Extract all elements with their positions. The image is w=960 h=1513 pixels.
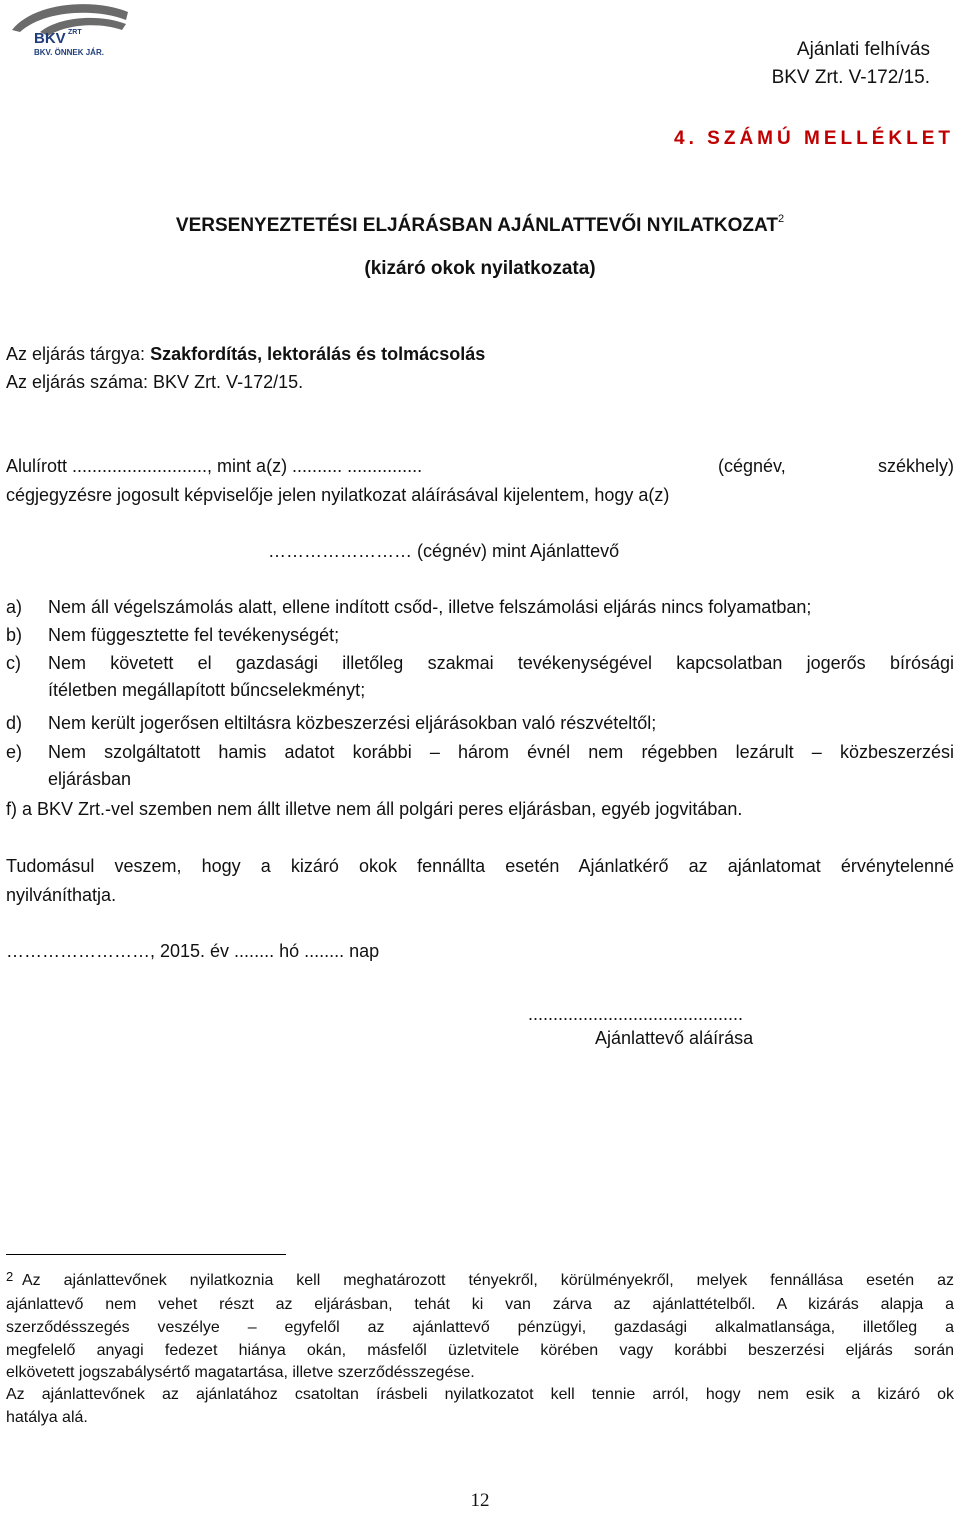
acknowledgement-line-1: Tudomásul veszem, hogy a kizáró okok fennállta esetén Ajánlatkérő az ajánlatomat érvénytelenné [6,856,954,876]
list-item [6,650,954,704]
item-text: Nem szolgáltatott hamis adatot korábbi – három évnél nem régebben lezárult – közbeszerzési [48,742,954,762]
declarant-line-2: cégjegyzésre jogosult képviselője jelen nyilatkozat aláírásával kijelentem, hogy a(z) [6,485,670,505]
bkv-logo [4,0,132,60]
footnote-line: Az ajánlattevőnek nyilatkoznia kell meghatározott tényekről, körülményekről, melyek fennállása esetén az [22,1272,954,1289]
item-label: b) [6,625,23,645]
document-title [0,213,960,237]
item-text: Nem követett el gazdasági illetőleg szakmai tevékenységével kapcsolatban jogerős bírósági [48,653,954,673]
procedure-number: Az eljárás száma: BKV Zrt. V-172/15. [6,372,304,392]
footnote-line: Az ajánlattevőnek az ajánlatához csatoltan írásbeli nyilatkozatot kell tennie arról, hogy nem esik a kizáró ok [6,1386,954,1403]
footnote-line: szerződésszegés veszélye – egyfelől az ajánlattevő pénzügyi, gazdasági alkalmatlansága, illetőleg a [6,1319,954,1336]
header-line-2: BKV Zrt. V-172/15. [771,67,930,88]
procedure-subject [6,341,485,368]
footnote-line: elkövetett jogszabálysértő magatartása, illetve szerződésszegése. [6,1364,475,1381]
page-number: 12 [470,1490,490,1511]
item-text: Nem került jogerősen eltiltásra közbeszerzési eljárásokban való részvételtől; [48,713,657,733]
subject-value: Szakfordítás, lektorálás és tolmácsolás [150,344,486,364]
item-text: Nem áll végelszámolás alatt, ellene indított csőd-, illetve felszámolási eljárás nincs folyamatban; [48,597,812,617]
declarant-seat-label: székhely) [877,456,954,476]
footnote-line: ajánlattevő nem vehet részt az eljárásban, tehát ki van zárva az ajánlattételből. A kizárás alapja a [6,1296,954,1313]
declarant-company-label: (cégnév, [718,456,786,476]
subject-label: Az eljárás tárgya: [6,344,151,364]
list-item [6,710,954,737]
item-label: f) [6,799,17,819]
annex-title: 4. SZÁMÚ MELLÉKLET [674,128,954,149]
declarant-name-field: Alulírott ..........................., mint a(z) .......... ............... [6,456,423,476]
item-label: c) [6,653,21,673]
footnote-line: megfelelő anyagi fedezet hiánya okán, másfelől üzletvitele körében vagy korábbi beszerzési eljárás során [6,1342,954,1359]
document-subtitle: (kizáró okok nyilatkozata) [364,258,596,279]
list-item [6,622,954,649]
item-text-continued: eljárásban [48,769,132,789]
logo-suffix: ZRT [68,29,82,36]
signature-line: ........................................... [528,1004,744,1024]
footnote-separator [6,1254,286,1255]
item-text-continued: ítéletben megállapított bűncselekményt; [48,680,366,700]
footnote-ref: 2 [777,213,785,225]
company-line: …………………… (cégnév) mint Ajánlattevő [268,541,620,561]
header-line-1: Ajánlati felhívás [796,39,930,60]
declarant-line-1 [6,453,954,480]
list-item [6,594,954,621]
logo-brand: BKV [34,30,66,47]
acknowledgement-line-2: nyilváníthatja. [6,885,117,905]
item-text: Nem függesztette fel tevékenységét; [48,625,340,645]
signature-label: Ajánlattevő aláírása [595,1028,754,1048]
date-line: ……………………, 2015. év ........ hó ........ nap [6,941,380,961]
item-label: e) [6,742,23,762]
logo-tagline: BKV. ÖNNEK JÁR. [34,48,104,57]
document-title-text: VERSENYEZTETÉSI ELJÁRÁSBAN AJÁNLATTEVŐI NYILATKOZAT [175,215,778,236]
list-item [6,739,954,793]
bkv-logo-graphic [4,0,132,60]
item-label: a) [6,597,23,617]
item-text: a BKV Zrt.-vel szemben nem állt illetve nem áll polgári peres eljárásban, egyéb jogvitában. [22,799,743,819]
footnote-number [6,1266,13,1294]
footnote-number-text: 2 [6,1269,14,1284]
footnote-line: hatálya alá. [6,1409,88,1426]
list-item [6,796,954,823]
item-label: d) [6,713,23,733]
